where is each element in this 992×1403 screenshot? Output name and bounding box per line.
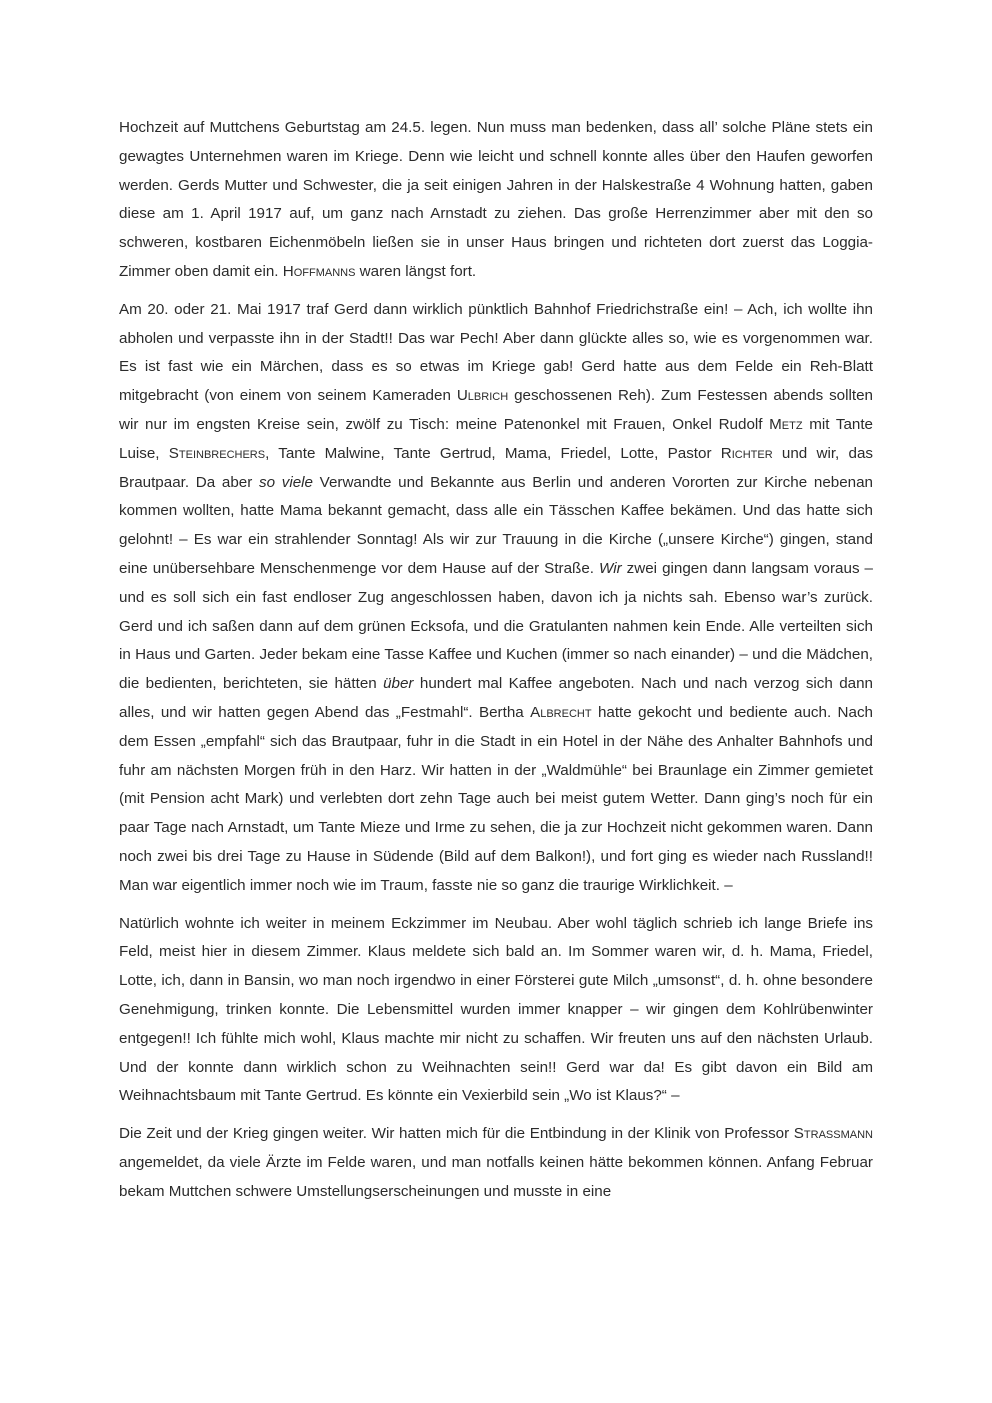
text-segment: zwei gingen dann langsam voraus – und es soll sich ein fast endloser Zug angeschlossen haben, davon ich ja nichts sah. Ebenso war’s zurück. Gerd und ich saßen dann auf dem grünen Ecksofa, und die Gratulanten nahmen kein Ende. Alle verteilten sich in Haus und Garten. Jeder bekam eine Tasse Kaffee und Kuchen (immer so nach einander) – und die Mädchen, die bedienten, berichteten, sie hätten (119, 559, 874, 693)
text-segment: Verwandte und Bekannte aus Berlin und anderen Vororten zur Kirche nebenan kommen wollten, hatte Mama bekannt gemacht, dass alle ein Tässchen Kaffee bekämen. Und das hatte sich gelohnt! – Es war ein strahlender Sonntag! Als wir zur Trauung in die Kirche („unsere Kirche“) gingen, stand eine unübersehbare Menschenmenge vor dem Hause auf der Straße. (119, 473, 873, 577)
name-smallcaps-hoffmanns: Hoffmanns (282, 262, 356, 280)
document-page (119, 114, 873, 1215)
text-segment: Am 20. oder 21. Mai 1917 traf Gerd dann wirklich pünktlich Bahnhof Friedrichstraße ein! – Ach, ich wollte ihn abholen und verpasste ihn in der Stadt!! Das war Pech! Aber dann glückte alles so, wie es vorgenommen war. Es ist fast wie ein Märchen, dass es so etwas im Kriege gab! Gerd hatte aus dem Felde ein Reh-Blatt mitgebracht (von einem von seinem Kameraden (119, 300, 873, 405)
name-smallcaps-metz: Metz (769, 415, 803, 433)
text-segment: Natürlich wohnte ich weiter in meinem Eckzimmer im Neubau. Aber wohl täglich schrieb ich lange Briefe ins Feld, meist hier in diesem Zimmer. Klaus meldete sich bald an. Im Sommer waren wir, d. h. Mama, Friedel, Lotte, ich, dann in Bansin, wo man noch irgendwo in einer Försterei gute Milch „umsonst“, d. h. ohne besondere Genehmigung, trinken konnte. Die Lebensmittel wurden immer knapper – wir gingen dem Kohlrübenwinter entgegen!! Ich fühlte mich wohl, Klaus machte mir nicht zu schaffen. Wir freuten uns auf den nächsten Urlaub. Und der konnte dann wirklich schon zu Weihnachten sein!! Gerd war da! Es gibt davon ein Bild am Weihnachtsbaum mit Tante Gertrud. Es könnte ein Vexierbild sein „Wo ist Klaus?“ – (119, 914, 873, 1105)
paragraph-2 (119, 296, 873, 901)
paragraph-1 (119, 114, 873, 287)
text-segment: waren längst fort. (355, 262, 477, 280)
text-segment: , Tante Malwine, Tante Gertrud, Mama, Friedel, Lotte, Pastor (265, 444, 721, 462)
name-smallcaps-albrecht: Albrecht (530, 703, 592, 721)
emphasis-italic: Wir (599, 559, 622, 577)
text-segment: Hochzeit auf Muttchens Geburtstag am 24.5. legen. Nun muss man bedenken, dass all’ solche Pläne stets ein gewagtes Unternehmen waren im Kriege. Denn wie leicht und schnell konnte alles über den Haufen geworfen werden. Gerds Mutter und Schwester, die ja seit einigen Jahren in der Halskestraße 4 Wohnung hatten, gaben diese am 1. April 1917 auf, um ganz nach Arnstadt zu ziehen. Das große Herrenzimmer aber mit den so schweren, kostbaren Eichenmöbeln ließen sie in unser Haus bringen und richteten dort zuerst das Loggia-Zimmer oben damit ein. (119, 119, 873, 280)
paragraph-3 (119, 910, 873, 1112)
paragraph-4 (119, 1120, 873, 1206)
text-segment: hatte gekocht und bediente auch. Nach dem Essen „empfahl“ sich das Brautpaar, fuhr in die Stadt in ein Hotel in der Nähe des Anhalter Bahnhofs und fuhr am nächsten Morgen früh in den Harz. Wir hatten in der „Waldmühle“ bei Braunlage ein Zimmer gemietet (mit Pension acht Mark) und verlebten dort zehn Tage auch bei meist gutem Wetter. Dann ging’s noch für ein paar Tage nach Arnstadt, um Tante Mieze und Irme zu sehen, die ja zur Hochzeit nicht gekommen waren. Dann noch zwei bis drei Tage zu Hause in Südende (Bild auf dem Balkon!), und fort ging es wieder nach Russland!! Man war eigentlich immer noch wie im Traum, fasste nie so ganz die traurige Wirklichkeit. – (119, 703, 873, 894)
name-smallcaps-richter: Richter (720, 444, 773, 462)
text-segment: und wir, das Brautpaar. Da aber (119, 444, 873, 491)
text-segment: hundert mal Kaffee angeboten. Nach und nach verzog sich dann alles, und wir hatten gegen Abend das „Festmahl“. Bertha (119, 675, 873, 721)
name-smallcaps-ulbrich: Ulbrich (456, 387, 509, 405)
text-segment: mit Tante Luise, (119, 415, 873, 462)
name-smallcaps-steinbrechers: Steinbrechers (168, 444, 266, 462)
text-segment: geschossenen Reh). Zum Festessen abends sollten wir nur im engsten Kreise sein, zwölf zu Tisch: meine Patenonkel mit Frauen, Onkel Rudolf (119, 387, 873, 433)
emphasis-italic: über (383, 675, 414, 693)
name-smallcaps-strassmann: Straßmann (793, 1125, 873, 1143)
text-segment: Die Zeit und der Krieg gingen weiter. Wir hatten mich für die Entbindung in der Klinik von Professor (119, 1125, 794, 1143)
emphasis-italic: so viele (258, 473, 313, 491)
text-segment: angemeldet, da viele Ärzte im Felde waren, und man notfalls keinen hätte bekommen können. Anfang Februar bekam Muttchen schwere Umstellungserscheinungen und musste in eine (119, 1153, 873, 1200)
